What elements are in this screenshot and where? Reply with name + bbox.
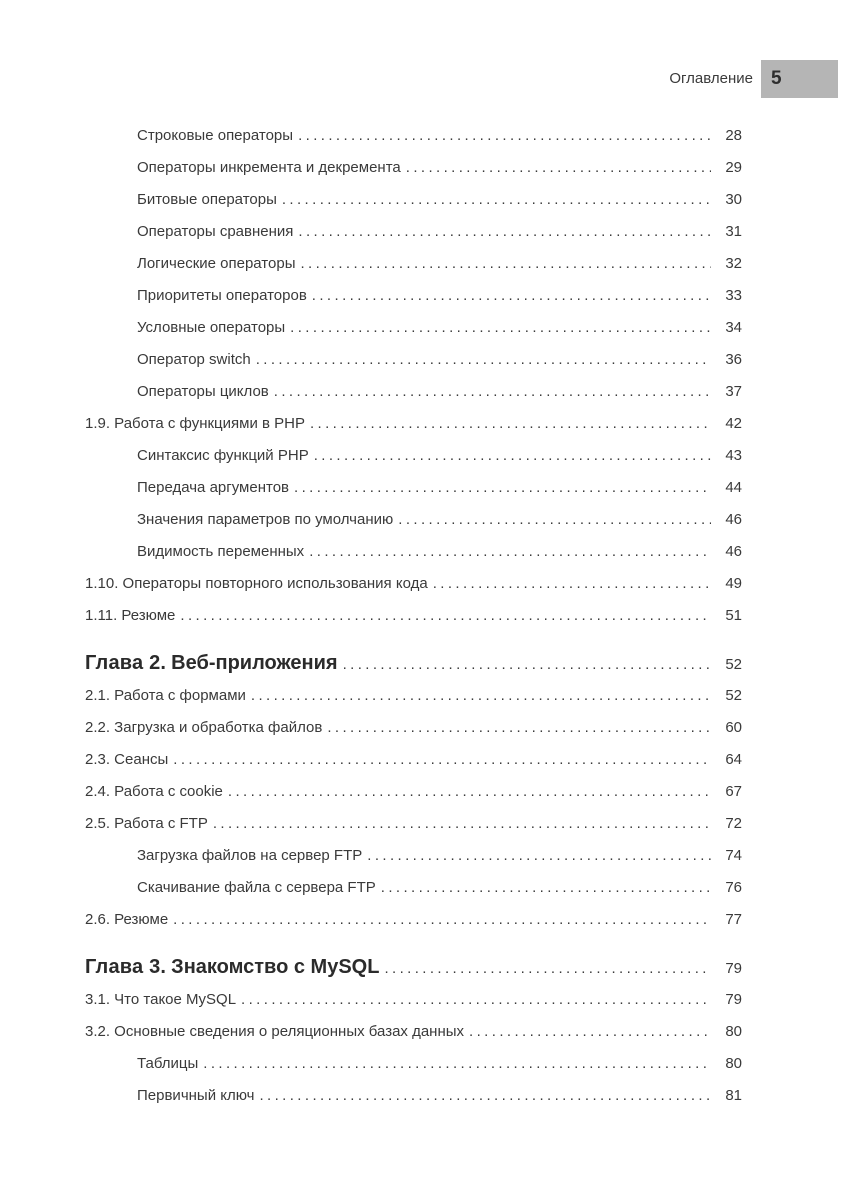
- toc-entry-page-number: 33: [725, 287, 742, 304]
- toc-entry: [85, 1016, 742, 1048]
- dot-leader: [314, 440, 711, 472]
- toc-entry-page-number: 79: [725, 991, 742, 1008]
- toc-entry-title: 2.6. Резюме: [85, 911, 169, 928]
- toc-entry: [85, 712, 742, 744]
- toc-entry: [85, 776, 742, 808]
- dot-leader: [259, 1080, 711, 1112]
- toc-entry: [85, 344, 742, 376]
- toc-entry-title: Оператор switch: [137, 351, 251, 368]
- toc-entry: [85, 840, 742, 872]
- dot-leader: [398, 504, 711, 536]
- toc-entry-page-number: 43: [725, 447, 742, 464]
- dot-leader: [228, 776, 711, 808]
- toc-entry: [85, 950, 742, 984]
- toc-entry: [85, 248, 742, 280]
- toc-entry-page-number: 44: [725, 479, 742, 496]
- toc-entry-page-number: 52: [725, 687, 742, 704]
- dot-leader: [327, 712, 711, 744]
- dot-leader: [213, 808, 711, 840]
- toc-entry-title: Синтаксис функций PHP: [137, 447, 309, 464]
- folio-box: [761, 60, 838, 98]
- toc-entry-title: Загрузка файлов на сервер FTP: [137, 847, 363, 864]
- toc-entry-page-number: 30: [725, 191, 742, 208]
- table-of-contents: [85, 120, 742, 1112]
- dot-leader: [298, 216, 711, 248]
- running-header-title: Оглавление: [669, 70, 753, 87]
- toc-entry-title: Строковые операторы: [137, 127, 294, 144]
- toc-entry-page-number: 80: [725, 1055, 742, 1072]
- toc-entry: [85, 1048, 742, 1080]
- toc-entry-title: Таблицы: [137, 1055, 199, 1072]
- toc-entry: [85, 536, 742, 568]
- toc-entry-page-number: 72: [725, 815, 742, 832]
- toc-entry-page-number: 31: [725, 223, 742, 240]
- dot-leader: [309, 536, 711, 568]
- toc-entry-page-number: 32: [725, 255, 742, 272]
- toc-entry: [85, 504, 742, 536]
- toc-entry-title: 2.1. Работа с формами: [85, 687, 246, 704]
- toc-entry-title: Знакомство с MySQL: [171, 956, 380, 978]
- toc-entry-page-number: 67: [725, 783, 742, 800]
- toc-entry-chapter-prefix: Глава 2.: [85, 652, 167, 674]
- toc-entry-title: 2.2. Загрузка и обработка файлов: [85, 719, 323, 736]
- toc-entry-title: 1.10. Операторы повторного использования кода: [85, 575, 428, 592]
- toc-entry-page-number: 28: [725, 127, 742, 144]
- running-header: [0, 60, 838, 98]
- dot-leader: [294, 472, 711, 504]
- toc-entry-page-number: 74: [725, 847, 742, 864]
- toc-entry: [85, 744, 742, 776]
- toc-entry-page-number: 46: [725, 543, 742, 560]
- dot-leader: [298, 120, 711, 152]
- toc-entry-page-number: 76: [725, 879, 742, 896]
- toc-entry: [85, 152, 742, 184]
- toc-entry: [85, 646, 742, 680]
- dot-leader: [251, 680, 711, 712]
- toc-entry-title: Значения параметров по умолчанию: [137, 511, 394, 528]
- dot-leader: [381, 872, 711, 904]
- toc-entry-title: 2.5. Работа с FTP: [85, 815, 208, 832]
- toc-entry-title: 2.3. Сеансы: [85, 751, 169, 768]
- toc-entry: [85, 440, 742, 472]
- toc-entry-title: Скачивание файла с сервера FTP: [137, 879, 376, 896]
- toc-entry: [85, 600, 742, 632]
- dot-leader: [180, 600, 711, 632]
- toc-entry-page-number: 60: [725, 719, 742, 736]
- toc-entry-title: Операторы инкремента и декремента: [137, 159, 401, 176]
- toc-entry-page-number: 64: [725, 751, 742, 768]
- toc-entry-page-number: 49: [725, 575, 742, 592]
- toc-entry: [85, 984, 742, 1016]
- dot-leader: [300, 248, 711, 280]
- dot-leader: [290, 312, 711, 344]
- toc-entry-page-number: 81: [725, 1087, 742, 1104]
- dot-leader: [433, 568, 711, 600]
- toc-entry: [85, 808, 742, 840]
- toc-entry-title: 1.11. Резюме: [85, 607, 176, 624]
- toc-entry-page-number: 42: [725, 415, 742, 432]
- toc-entry: [85, 184, 742, 216]
- dot-leader: [274, 376, 711, 408]
- toc-entry: [85, 472, 742, 504]
- toc-entry: [85, 120, 742, 152]
- dot-leader: [203, 1048, 711, 1080]
- toc-entry-chapter-prefix: Глава 3.: [85, 956, 167, 978]
- toc-entry-title: Битовые операторы: [137, 191, 277, 208]
- toc-entry: [85, 1080, 742, 1112]
- toc-entry-title: Веб-приложения: [171, 652, 338, 674]
- toc-entry-title: 2.4. Работа с cookie: [85, 783, 223, 800]
- folio-number: 5: [771, 68, 782, 89]
- dot-leader: [282, 184, 711, 216]
- dot-leader: [256, 344, 711, 376]
- dot-leader: [384, 952, 711, 986]
- dot-leader: [241, 984, 711, 1016]
- toc-entry-title: Первичный ключ: [137, 1087, 255, 1104]
- toc-entry-page-number: 37: [725, 383, 742, 400]
- dot-leader: [343, 648, 711, 682]
- toc-entry-title: 1.9. Работа с функциями в PHP: [85, 415, 305, 432]
- toc-entry-title: Приоритеты операторов: [137, 287, 307, 304]
- toc-entry-page-number: 79: [725, 960, 742, 977]
- toc-entry-title: Передача аргументов: [137, 479, 290, 496]
- dot-leader: [312, 280, 711, 312]
- dot-leader: [173, 744, 711, 776]
- toc-entry-title: 3.1. Что такое MySQL: [85, 991, 237, 1008]
- dot-leader: [367, 840, 711, 872]
- toc-entry-page-number: 46: [725, 511, 742, 528]
- toc-entry-page-number: 52: [725, 656, 742, 673]
- toc-entry: [85, 280, 742, 312]
- toc-entry: [85, 216, 742, 248]
- dot-leader: [310, 408, 711, 440]
- toc-entry-title: Операторы сравнения: [137, 223, 294, 240]
- toc-entry: [85, 568, 742, 600]
- dot-leader: [173, 904, 711, 936]
- toc-entry: [85, 312, 742, 344]
- toc-entry: [85, 376, 742, 408]
- toc-entry-title: Логические операторы: [137, 255, 296, 272]
- toc-entry-page-number: 51: [725, 607, 742, 624]
- toc-entry-page-number: 29: [725, 159, 742, 176]
- toc-entry-title: Условные операторы: [137, 319, 286, 336]
- toc-entry: [85, 904, 742, 936]
- toc-entry-title: Видимость переменных: [137, 543, 305, 560]
- toc-entry-title: 3.2. Основные сведения о реляционных базах данных: [85, 1023, 465, 1040]
- toc-entry-page-number: 36: [725, 351, 742, 368]
- dot-leader: [469, 1016, 711, 1048]
- dot-leader: [406, 152, 711, 184]
- toc-entry-title: Операторы циклов: [137, 383, 269, 400]
- toc-entry-page-number: 80: [725, 1023, 742, 1040]
- toc-entry: [85, 872, 742, 904]
- toc-entry: [85, 408, 742, 440]
- toc-entry: [85, 680, 742, 712]
- toc-entry-page-number: 77: [725, 911, 742, 928]
- toc-entry-page-number: 34: [725, 319, 742, 336]
